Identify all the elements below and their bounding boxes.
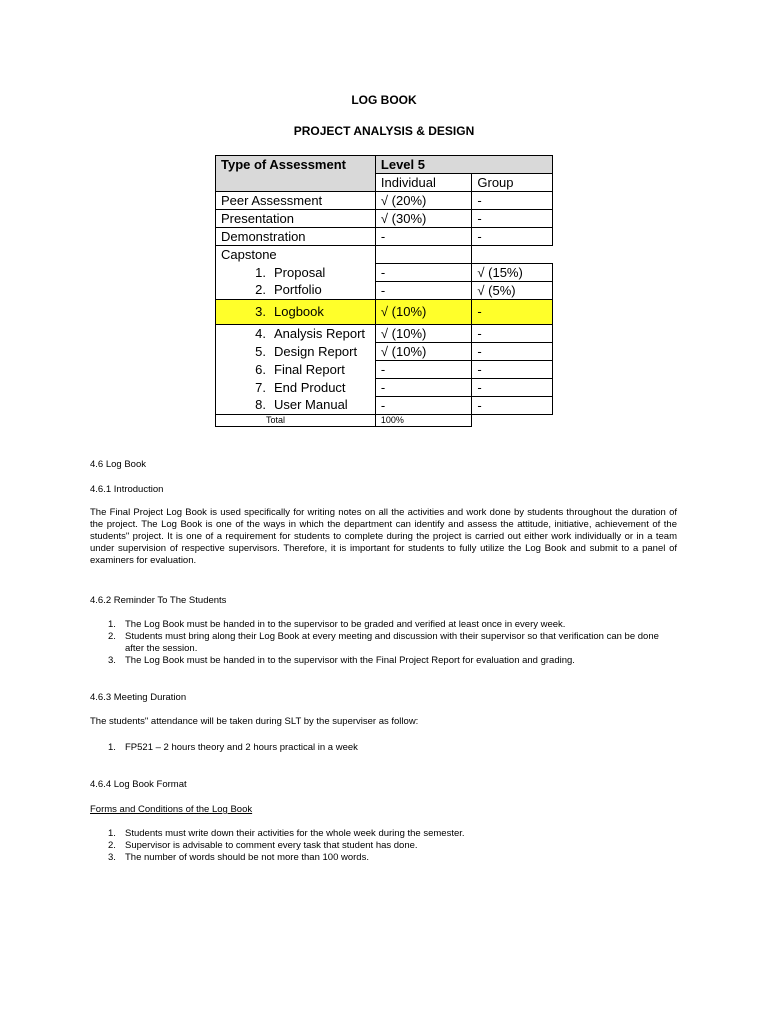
capstone-item — [216, 379, 376, 397]
row-individual: - — [375, 397, 471, 415]
item-label: Portfolio — [274, 282, 322, 298]
list-text: The Log Book must be handed in to the supervisor with the Final Project Report for evaluation and grading. — [125, 655, 575, 666]
row-group: √ (5%) — [472, 282, 553, 300]
section-heading-4-6-4: 4.6.4 Log Book Format — [90, 779, 187, 790]
row-individual: √ (30%) — [375, 210, 471, 228]
subheader-individual: Individual — [375, 174, 471, 192]
list-number: 3. — [108, 852, 116, 863]
list-number: 1. — [108, 619, 116, 630]
section-heading-4-6-1: 4.6.1 Introduction — [90, 484, 164, 495]
assessment-table — [215, 155, 553, 427]
total-blank — [472, 415, 553, 427]
header-level: Level 5 — [375, 156, 552, 174]
meeting-intro: The students" attendance will be taken during SLT by the superviser as follow: — [90, 716, 419, 727]
row-group: - — [472, 343, 553, 361]
row-group: √ (15%) — [472, 264, 553, 282]
capstone-item — [216, 325, 376, 343]
row-individual: - — [375, 228, 471, 246]
table-row — [216, 343, 553, 361]
item-label: Final Report — [274, 361, 345, 377]
reminder-list — [90, 619, 677, 667]
table-row — [216, 282, 553, 300]
forms-title: Forms and Conditions of the Log Book — [90, 804, 253, 815]
row-individual: - — [375, 264, 471, 282]
header-type-of-assessment: Type of Assessment — [216, 156, 376, 174]
item-label: Design Report — [274, 343, 358, 359]
item-number: 6. — [255, 361, 266, 377]
table-row — [216, 264, 553, 282]
list-text: Supervisor is advisable to comment every task that student has done. — [125, 840, 418, 851]
row-group — [472, 246, 553, 264]
list-item — [90, 619, 677, 631]
item-label: Logbook — [274, 304, 324, 319]
row-individual: - — [375, 282, 471, 300]
row-label: Demonstration — [216, 228, 376, 246]
list-item — [90, 840, 677, 852]
table-row — [216, 192, 553, 210]
section-heading-4-6: 4.6 Log Book — [90, 459, 146, 470]
table-total-row — [216, 415, 553, 427]
item-label: Proposal — [274, 264, 326, 280]
item-number: 2. — [255, 282, 266, 298]
row-individual: - — [375, 361, 471, 379]
row-individual: √ (10%) — [375, 300, 471, 325]
capstone-item — [216, 343, 376, 361]
list-item — [90, 631, 677, 655]
row-individual: - — [375, 379, 471, 397]
capstone-item — [216, 282, 376, 300]
row-individual — [375, 246, 471, 264]
list-item — [90, 828, 677, 840]
table-row — [216, 325, 553, 343]
list-number: 2. — [108, 840, 116, 851]
table-row — [216, 397, 553, 415]
capstone-item — [216, 397, 376, 415]
row-group: - — [472, 361, 553, 379]
row-label: Peer Assessment — [216, 192, 376, 210]
list-item — [90, 852, 677, 864]
subheader-blank — [216, 174, 376, 192]
meeting-list — [90, 742, 677, 754]
item-number: 5. — [255, 343, 266, 359]
row-group: - — [472, 192, 553, 210]
list-text: The Log Book must be handed in to the supervisor to be graded and verified at least once in every week. — [125, 619, 566, 630]
item-label: End Product — [274, 379, 346, 395]
section-heading-4-6-2: 4.6.2 Reminder To The Students — [90, 595, 227, 606]
forms-list — [90, 828, 677, 864]
row-group: - — [472, 325, 553, 343]
list-item — [90, 655, 677, 667]
introduction-paragraph: The Final Project Log Book is used specifically for writing notes on all the activities and work done by students throughout the duration of the project. The Log Book is one of the ways in which the department can identify and assess the attitude, initiative, achievement of the students" project. It is one of a requirement for students to complete during the project is carried out either work individually or in a team under supervision of respective supervisors. Therefore, it is important for students to fully utilize the Log Book and submit to a panel of examiners for evaluation. — [90, 507, 677, 566]
row-group: - — [472, 379, 553, 397]
table-row — [216, 379, 553, 397]
item-number: 1. — [255, 264, 266, 280]
table-row — [216, 246, 553, 264]
row-label-capstone: Capstone — [216, 246, 376, 264]
table-row — [216, 228, 553, 246]
item-label: User Manual — [274, 397, 348, 413]
row-group: - — [472, 397, 553, 415]
item-number: 8. — [255, 397, 266, 413]
item-number: 7. — [255, 379, 266, 395]
list-text: Students must write down their activities for the whole week during the semester. — [125, 828, 465, 839]
list-text: FP521 – 2 hours theory and 2 hours practical in a week — [125, 742, 358, 753]
row-label: Presentation — [216, 210, 376, 228]
table-row — [216, 361, 553, 379]
row-individual: √ (20%) — [375, 192, 471, 210]
table-row-highlighted — [216, 300, 553, 325]
list-number: 3. — [108, 655, 116, 666]
table-header-row — [216, 156, 553, 174]
document-subtitle: PROJECT ANALYSIS & DESIGN — [293, 124, 475, 138]
list-item — [90, 742, 677, 754]
total-label: Total — [216, 415, 376, 427]
list-text: Students must bring along their Log Book at every meeting and discussion with their supervisor so that verification can be done after the session. — [125, 631, 659, 654]
item-label: Analysis Report — [274, 325, 366, 341]
capstone-item — [216, 300, 376, 325]
subheader-group: Group — [472, 174, 553, 192]
list-number: 1. — [108, 828, 116, 839]
list-number: 1. — [108, 742, 116, 753]
row-group: - — [472, 228, 553, 246]
capstone-item — [216, 264, 376, 282]
total-value: 100% — [375, 415, 471, 427]
table-subheader-row — [216, 174, 553, 192]
capstone-item — [216, 361, 376, 379]
table-row — [216, 210, 553, 228]
row-group: - — [472, 210, 553, 228]
list-text: The number of words should be not more than 100 words. — [125, 852, 369, 863]
row-individual: √ (10%) — [375, 343, 471, 361]
row-group: - — [472, 300, 553, 325]
item-number: 3. — [255, 304, 266, 319]
item-number: 4. — [255, 325, 266, 341]
document-title: LOG BOOK — [351, 93, 417, 107]
list-number: 2. — [108, 631, 116, 642]
row-individual: √ (10%) — [375, 325, 471, 343]
section-heading-4-6-3: 4.6.3 Meeting Duration — [90, 692, 187, 703]
